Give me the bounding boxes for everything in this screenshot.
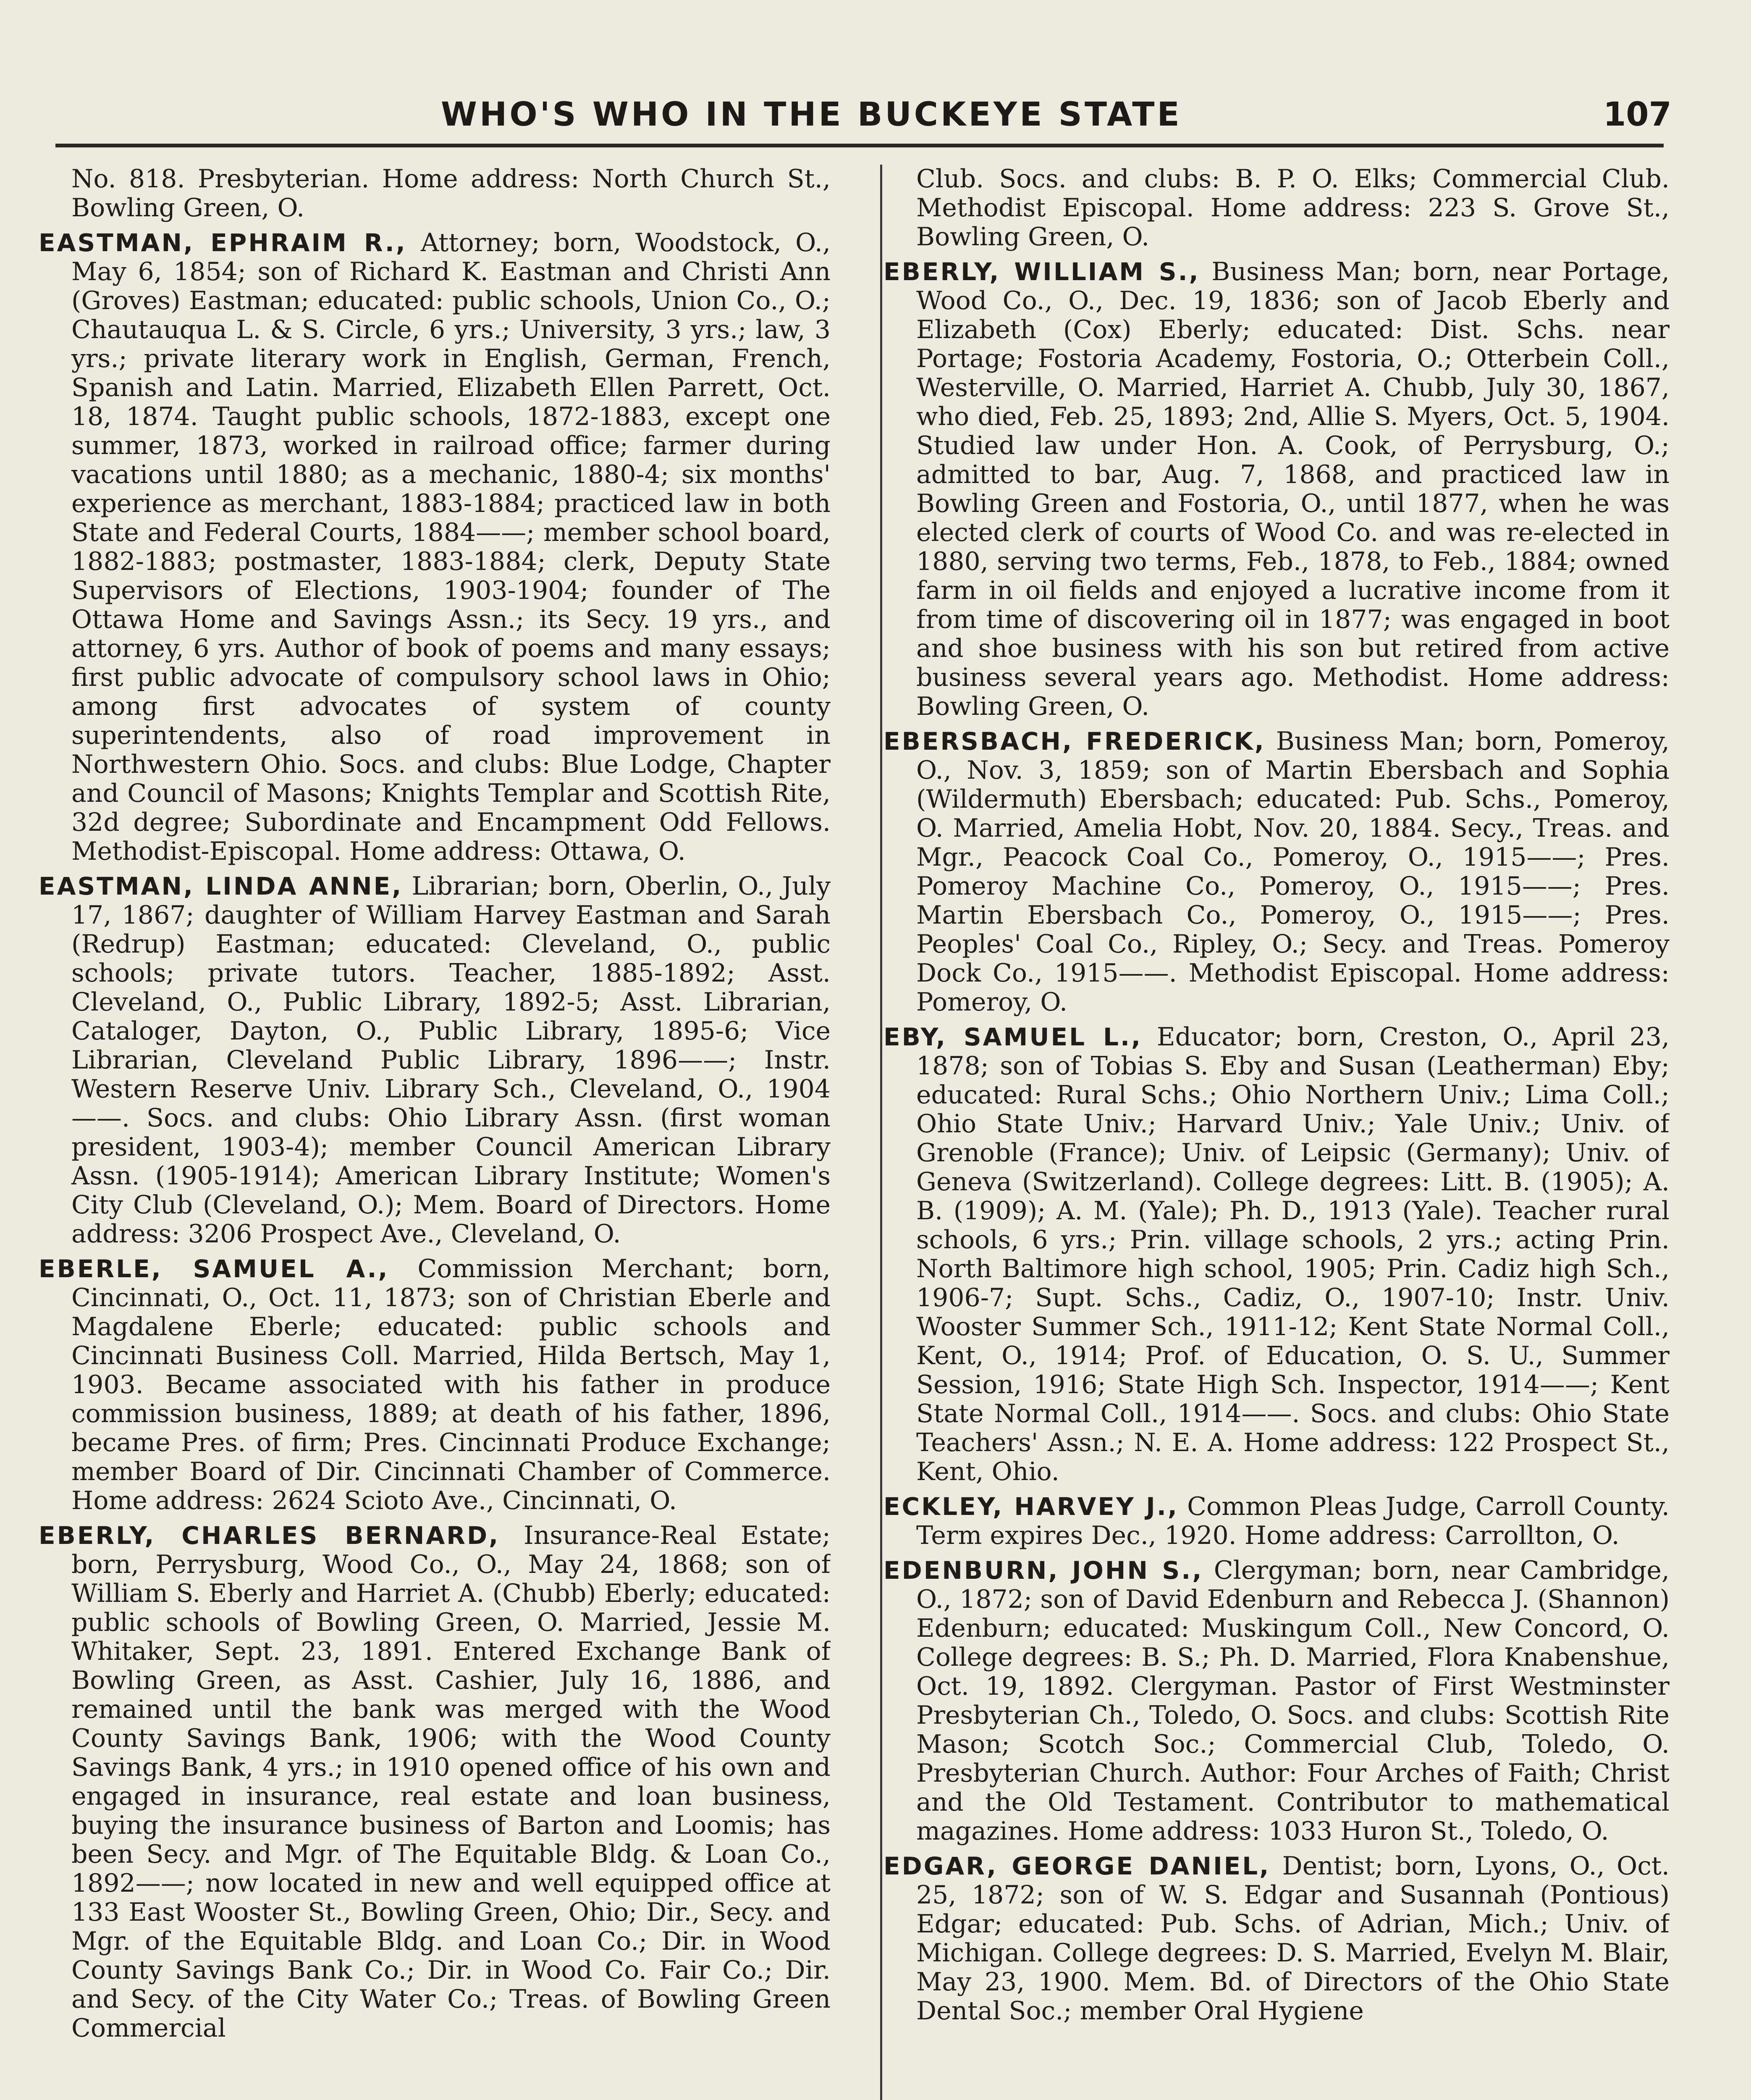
- entry-edenburn-john: [883, 1556, 1670, 1846]
- right-continuation-text: Club. Socs. and clubs: B. P. O. Elks; Commercial Club. Methodist Episcopal. Home address: 223 S. Grove St., Bowling Green, O.: [916, 165, 1670, 252]
- entry-text: Clergyman; born, near Cambridge, O., 1872; son of David Edenburn and Rebecca J. (Shannon) Edenburn; educated: Muskingum Coll., New Concord, O. College degrees: B. S.; Ph. D. Married, Flora Knabenshue, Oct. 19, 1892. Clergyman. Pastor of First Westminster Presbyterian Ch., Toledo, O. Socs. and clubs: Scottish Rite Mason; Scotch Soc.; Commercial Club, Toledo, O. Presbyterian Church. Author: Four Arches of Faith; Christ and the Old Testament. Contributor to mathematical magazines. Home address: 1033 Huron St., Toledo, O.: [916, 1556, 1670, 1846]
- entry-text: Common Pleas Judge, Carroll County. Term expires Dec., 1920. Home address: Carrollton, O.: [916, 1492, 1670, 1550]
- right-column: [883, 165, 1670, 2100]
- entry-name: EDGAR, GEORGE DANIEL,: [883, 1852, 1271, 1880]
- header-rule: [55, 144, 1664, 147]
- entry-text: Insurance-Real Estate; born, Perrysburg, Wood Co., O., May 24, 1868; son of William S. Eberly and Harriet A. (Chubb) Eberly; educated: public schools of Bowling Green, O. Married, Jessie M. Whitaker, Sept. 23, 1891. Entered Exchange Bank of Bowling Green, as Asst. Cashier, July 16, 1886, and remained until the bank was merged with the Wood County Savings Bank, 1906; with the Wood County Savings Bank, 4 yrs.; in 1910 opened office of his own and engaged in insurance, real estate and loan business, buying the insurance business of Barton and Loomis; has been Secy. and Mgr. of The Equitable Bldg. & Loan Co., 1892——; now located in new and well equipped office at 133 East Wooster St., Bowling Green, Ohio; Dir., Secy. and Mgr. of the Equitable Bldg. and Loan Co.; Dir. in Wood County Savings Bank Co.; Dir. in Wood Co. Fair Co.; Dir. and Secy. of the City Water Co.; Treas. of Bowling Green Commercial: [71, 1521, 831, 2043]
- entry-name: EBERLY, CHARLES BERNARD,: [39, 1521, 500, 1550]
- entry-eastman-ephraim: [39, 228, 831, 866]
- entry-text: Librarian; born, Oberlin, O., July 17, 1867; daughter of William Harvey Eastman and Sarah (Redrup) Eastman; educated: Cleveland, O., public schools; private tutors. Teacher, 1885-1892; Asst. Cleveland, O., Public Library, 1892-5; Asst. Librarian, Cataloger, Dayton, O., Public Library, 1895-6; Vice Librarian, Cleveland Public Library, 1896——; Instr. Western Reserve Univ. Library Sch., Cleveland, O., 1904——. Socs. and clubs: Ohio Library Assn. (first woman president, 1903-4); member Council American Library Assn. (1905-1914); American Library Institute; Women's City Club (Cleveland, O.); Mem. Board of Directors. Home address: 3206 Prospect Ave., Cleveland, O.: [71, 872, 831, 1249]
- entry-name: ECKLEY, HARVEY J.,: [883, 1492, 1179, 1521]
- entry-eastman-linda: [39, 872, 831, 1249]
- page-number: 107: [1603, 96, 1672, 134]
- entry-edgar-george: [883, 1852, 1670, 2026]
- entry-name: EBERLY, WILLIAM S.,: [883, 257, 1200, 286]
- entry-name: EASTMAN, LINDA ANNE,: [39, 872, 403, 900]
- entry-name: EDENBURN, JOHN S.,: [883, 1556, 1203, 1585]
- entry-name: EBERSBACH, FREDERICK,: [883, 727, 1266, 756]
- entry-name: EASTMAN, EPHRAIM R.,: [39, 228, 407, 257]
- entry-eberly-william: [883, 257, 1670, 721]
- entry-ebersbach-frederick: [883, 727, 1670, 1017]
- entry-name: EBY, SAMUEL L.,: [883, 1023, 1143, 1051]
- entry-text: Business Man; born, Pomeroy, O., Nov. 3, 1859; son of Martin Ebersbach and Sophia (Wildermuth) Ebersbach; educated: Pub. Schs., Pomeroy, O. Married, Amelia Hobt, Nov. 20, 1884. Secy., Treas. and Mgr., Peacock Coal Co., Pomeroy, O., 1915——; Pres. Pomeroy Machine Co., Pomeroy, O., 1915——; Pres. Martin Ebersbach Co., Pomeroy, O., 1915——; Pres. Peoples' Coal Co., Ripley, O.; Secy. and Treas. Pomeroy Dock Co., 1915——. Methodist Episcopal. Home address: Pomeroy, O.: [916, 727, 1670, 1017]
- running-head-title: WHO'S WHO IN THE BUCKEYE STATE: [441, 96, 1182, 134]
- entry-text: Business Man; born, near Portage, Wood Co., O., Dec. 19, 1836; son of Jacob Eberly and Elizabeth (Cox) Eberly; educated: Dist. Schs. near Portage; Fostoria Academy, Fostoria, O.; Otterbein Coll., Westerville, O. Married, Harriet A. Chubb, July 30, 1867, who died, Feb. 25, 1893; 2nd, Allie S. Myers, Oct. 5, 1904. Studied law under Hon. A. Cook, of Perrysburg, O.; admitted to bar, Aug. 7, 1868, and practiced law in Bowling Green and Fostoria, O., until 1877, when he was elected clerk of courts of Wood Co. and was re-elected in 1880, serving two terms, Feb., 1878, to Feb., 1884; owned farm in oil fields and enjoyed a lucrative income from it from time of discovering oil in 1877; was engaged in boot and shoe business with his son but retired from active business several years ago. Methodist. Home address: Bowling Green, O.: [916, 257, 1670, 721]
- entry-eberly-charles: [39, 1521, 831, 2043]
- entry-eckley-harvey: [883, 1492, 1670, 1550]
- entry-text: Educator; born, Creston, O., April 23, 1878; son of Tobias S. Eby and Susan (Leatherman) Eby; educated: Rural Schs.; Ohio Northern Univ.; Lima Coll.; Ohio State Univ.; Harvard Univ.; Yale Univ.; Univ. of Grenoble (France); Univ. of Leipsic (Germany); Univ. of Geneva (Switzerland). College degrees: Litt. B. (1905); A. B. (1909); A. M. (Yale); Ph. D., 1913 (Yale). Teacher rural schools, 6 yrs.; Prin. village schools, 2 yrs.; acting Prin. North Baltimore high school, 1905; Prin. Cadiz high Sch., 1906-7; Supt. Schs., Cadiz, O., 1907-10; Instr. Univ. Wooster Summer Sch., 1911-12; Kent State Normal Coll., Kent, O., 1914; Prof. of Education, O. S. U., Summer Session, 1916; State High Sch. Inspector, 1914——; Kent State Normal Coll., 1914——. Socs. and clubs: Ohio State Teachers' Assn.; N. E. A. Home address: 122 Prospect St., Kent, Ohio.: [916, 1022, 1670, 1486]
- left-continuation-text: No. 818. Presbyterian. Home address: North Church St., Bowling Green, O.: [71, 165, 831, 223]
- entry-text: Dentist; born, Lyons, O., Oct. 25, 1872; son of W. S. Edgar and Susannah (Pontious) Edgar; educated: Pub. Schs. of Adrian, Mich.; Univ. of Michigan. College degrees: D. S. Married, Evelyn M. Blair, May 23, 1900. Mem. Bd. of Directors of the Ohio State Dental Soc.; member Oral Hygiene: [916, 1851, 1670, 2026]
- left-column: [39, 165, 831, 2100]
- column-divider: [880, 165, 882, 2100]
- entry-eby-samuel: [883, 1023, 1670, 1486]
- entry-eberle-samuel: [39, 1255, 831, 1515]
- entry-text: Attorney; born, Woodstock, O., May 6, 1854; son of Richard K. Eastman and Christi Ann (Groves) Eastman; educated: public schools, Union Co., O.; Chautauqua L. & S. Circle, 6 yrs.; University, 3 yrs.; law, 3 yrs.; private literary work in English, German, French, Spanish and Latin. Married, Elizabeth Ellen Parrett, Oct. 18, 1874. Taught public schools, 1872-1883, except one summer, 1873, worked in railroad office; farmer during vacations until 1880; as a mechanic, 1880-4; six months' experience as merchant, 1883-1884; practiced law in both State and Federal Courts, 1884——; member school board, 1882-1883; postmaster, 1883-1884; clerk, Deputy State Supervisors of Elections, 1903-1904; founder of The Ottawa Home and Savings Assn.; its Secy. 19 yrs., and attorney, 6 yrs. Author of book of poems and many essays; first public advocate of compulsory school laws in Ohio; among first advocates of system of county superintendents, also of road improvement in Northwestern Ohio. Socs. and clubs: Blue Lodge, Chapter and Council of Masons; Knights Templar and Scottish Rite, 32d degree; Subordinate and Encampment Odd Fellows. Methodist-Episcopal. Home address: Ottawa, O.: [71, 228, 831, 866]
- entry-name: EBERLE, SAMUEL A.,: [39, 1255, 389, 1283]
- entry-text: Commission Merchant; born, Cincinnati, O., Oct. 11, 1873; son of Christian Eberle and Magdalene Eberle; educated: public schools and Cincinnati Business Coll. Married, Hilda Bertsch, May 1, 1903. Became associated with his father in produce commission business, 1889; at death of his father, 1896, became Pres. of firm; Pres. Cincinnati Produce Exchange; member Board of Dir. Cincinnati Chamber of Commerce. Home address: 2624 Scioto Ave., Cincinnati, O.: [71, 1254, 831, 1515]
